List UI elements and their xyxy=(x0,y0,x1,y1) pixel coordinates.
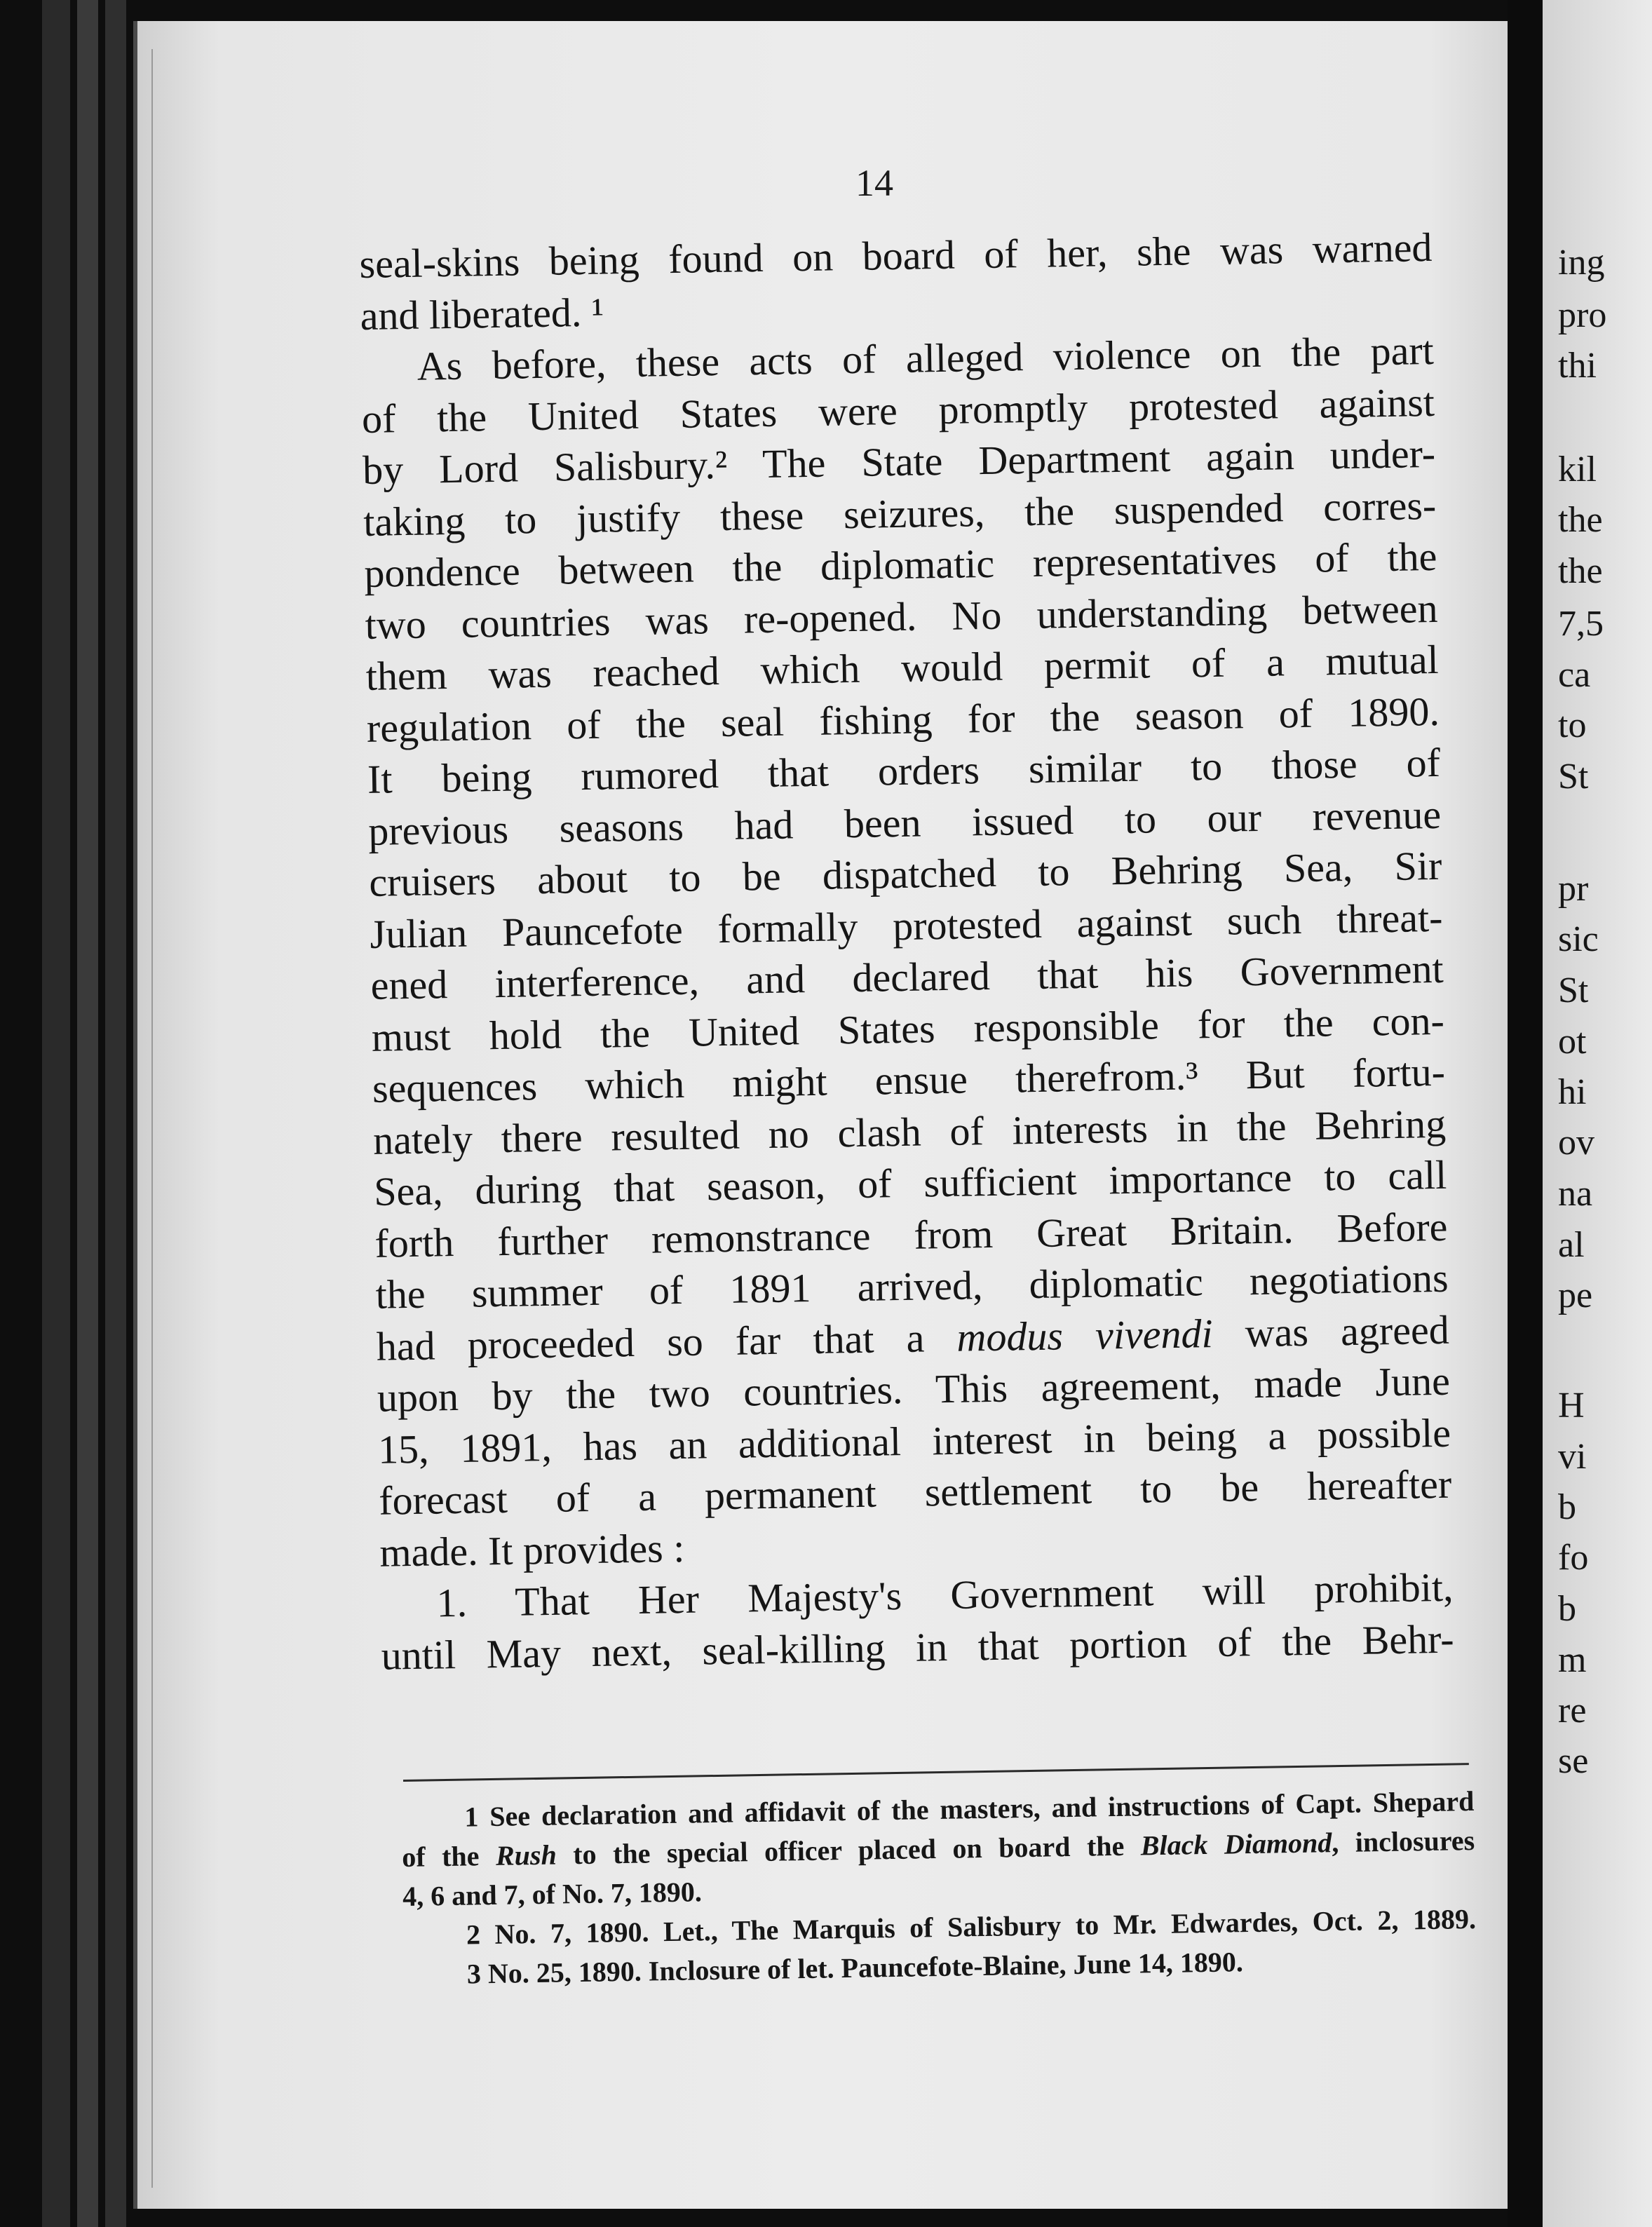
text-line: of the United States were promptly protested against xyxy=(361,379,1435,442)
text-fragment: na xyxy=(1558,1174,1593,1214)
book-spine-edge-3 xyxy=(105,0,126,2227)
text-fragment: hi xyxy=(1558,1072,1587,1112)
text-fragment: had proceeded so far that a xyxy=(376,1314,958,1369)
text-line: the summer of 1891 arrived, diplomatic negotiations xyxy=(375,1254,1449,1318)
text-line: them was reached which would permit of a mutual xyxy=(365,636,1440,699)
text-line: until May next, seal-killing in that portion of the Behr- xyxy=(381,1616,1455,1679)
text-line: sequences which might ensue therefrom.³ But fortu- xyxy=(372,1048,1446,1111)
book-spine-edge-1 xyxy=(42,0,70,2227)
text-line: forecast of a permanent settlement to be hereafter xyxy=(378,1461,1452,1524)
italic-ship-name: Black Diamond xyxy=(1140,1827,1332,1862)
text-fragment: thi xyxy=(1558,346,1597,386)
text-line: two countries was re-opened. No understanding between xyxy=(365,585,1438,648)
text-fragment: H xyxy=(1558,1386,1585,1426)
text-fragment: St xyxy=(1558,970,1589,1010)
text-fragment: fo xyxy=(1558,1538,1589,1578)
footnote-1-line-3: 4, 6 and 7, of No. 7, 1890. xyxy=(402,1876,703,1912)
text-line: Sea, during that season, of sufficient importance to call xyxy=(373,1151,1447,1214)
text-fragment: al xyxy=(1558,1225,1585,1265)
text-fragment: vi xyxy=(1558,1437,1587,1477)
text-line: 15, 1891, has an additional interest in being a possible xyxy=(377,1409,1451,1473)
italic-phrase: modus vivendi xyxy=(956,1310,1214,1360)
text-fragment: kil xyxy=(1558,449,1597,489)
text-fragment: se xyxy=(1558,1741,1589,1781)
text-line: forth further remonstrance from Great Britain. Before xyxy=(374,1203,1448,1266)
text-fragment: pe xyxy=(1558,1275,1593,1315)
text-fragment: was agreed xyxy=(1212,1306,1450,1356)
text-fragment: b xyxy=(1558,1589,1576,1629)
text-line: previous seasons had been issued to our revenue xyxy=(367,791,1442,854)
text-fragment: ot xyxy=(1558,1022,1587,1062)
text-fragment: pro xyxy=(1558,295,1607,335)
footnotes xyxy=(401,1782,1477,1995)
text-fragment: sic xyxy=(1558,919,1599,959)
text-line: ened interference, and declared that his Government xyxy=(370,945,1444,1008)
gutter-shadow xyxy=(1508,0,1543,2227)
book-spine-edge-2 xyxy=(77,0,98,2227)
text-fragment: 7,5 xyxy=(1558,604,1604,644)
footnote-3: 3 No. 25, 1890. Inclosure of let. Pauncefote-Blaine, June 14, 1890. xyxy=(466,1946,1244,1990)
text-line: Julian Pauncefote formally protested against such threat- xyxy=(370,894,1443,957)
text-line: upon by the two countries. This agreement, made June xyxy=(377,1358,1451,1421)
text-line: As before, these acts of alleged violence on the part xyxy=(417,327,1435,389)
text-fragment: St xyxy=(1558,757,1589,797)
text-line: taking to justify these seizures, the suspended corres- xyxy=(363,482,1437,545)
text-fragment: to xyxy=(1558,705,1587,745)
italic-ship-name: Rush xyxy=(495,1839,557,1871)
text-fragment: m xyxy=(1558,1640,1587,1680)
footnote-2: 2 No. 7, 1890. Let., The Marquis of Salisbury to Mr. Edwardes, Oct. 2, 1889. xyxy=(466,1902,1477,1951)
text-fragment: pr xyxy=(1558,869,1589,909)
text-line: by Lord Salisbury.² The State Department again under- xyxy=(362,430,1436,493)
text-fragment: ing xyxy=(1558,243,1605,283)
text-fragment: the xyxy=(1558,551,1603,591)
text-fragment: ov xyxy=(1558,1123,1595,1163)
text-line: nately there resulted no clash of interests in the Behring xyxy=(372,1100,1447,1163)
text-line: 1. That Her Majesty's Government will prohibit, xyxy=(436,1564,1454,1626)
text-line: cruisers about to be dispatched to Behring Sea, Sir xyxy=(368,842,1442,905)
page-number: 14 xyxy=(855,162,893,204)
footnote-1-line-1: 1 See declaration and affidavit of the masters, and instructions of Capt. Shepard xyxy=(464,1785,1475,1833)
text-fragment: , inclosures xyxy=(1331,1824,1475,1859)
text-fragment: b xyxy=(1558,1487,1576,1527)
text-fragment: re xyxy=(1558,1691,1587,1731)
text-line: It being rumored that orders similar to those of xyxy=(367,739,1441,802)
text-line: made. It provides : xyxy=(379,1524,685,1576)
text-line: and liberated. ¹ xyxy=(360,289,604,339)
text-line: seal-skins being found on board of her, she was warned xyxy=(359,224,1433,287)
text-fragment: ca xyxy=(1558,655,1591,695)
text-fragment: of the xyxy=(401,1839,496,1873)
text-fragment: the xyxy=(1558,500,1603,540)
text-line: regulation of the seal fishing for the season of 1890. xyxy=(366,688,1440,751)
right-page-edge xyxy=(1543,0,1652,2227)
text-line: pondence between the diplomatic representatives of the xyxy=(363,533,1437,596)
text-fragment: to the special officer placed on board the xyxy=(556,1829,1142,1871)
body-text xyxy=(359,222,1454,1681)
text-line: must hold the United States responsible for the con- xyxy=(371,997,1445,1060)
